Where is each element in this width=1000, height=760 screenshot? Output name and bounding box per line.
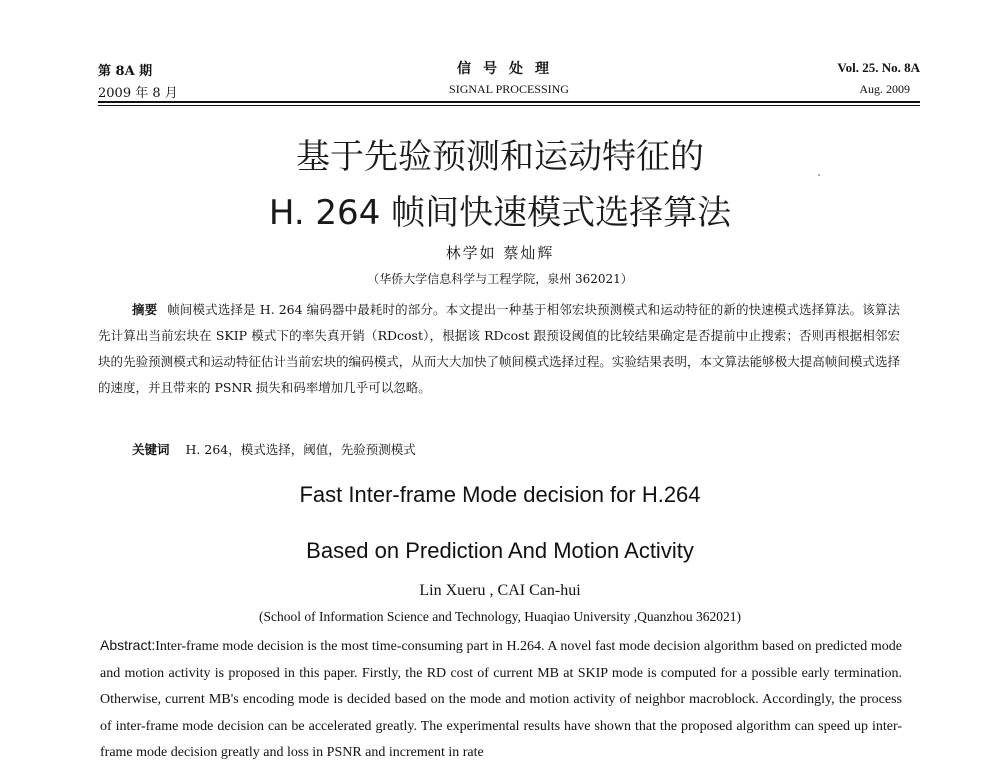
authors-en: Lin Xueru , CAI Can-hui [419,582,581,599]
journal-name-cn: 信号处理 [457,61,561,77]
abstract-en [100,632,902,760]
header-rule-thin [98,105,920,106]
keywords-cn-text: H. 264，模式选择，阈值，先验预测模式 [185,442,416,457]
abstract-cn-text: 帧间模式选择是 H. 264 编码器中最耗时的部分。本文提出一种基于相邻宏块预测模式和运动特征的新的快速模式选择算法。该算法先计算出当前宏块在 SKIP 模式下的率失真开销（RDcost），根据该 RDcost 跟预设阈值的比较结果确定是否提前中止搜索；否则再根据相邻宏块的先验预测模式和运动特征估计当前宏块的编码模式，从而大大加快了帧间模式选择过程。实验结果表明，本文算法能够极大提高帧间模式选择的速度，并且带来的 PSNR 损失和码率增加几乎可以忽略。 [98,302,900,395]
affiliation-en: (School of Information Science and Technology, Huaqiao University ,Quanzhou 362021) [259,609,741,624]
abstract-cn [98,297,900,401]
volume-number: Vol. 25. No. 8A [837,60,920,75]
affiliation-cn: （华侨大学信息科学与工程学院，泉州 362021） [367,272,633,286]
abstract-en-text: Inter-frame mode decision is the most time-consuming part in H.264. A novel fast mode decision algorithm based on predicted mode and motion activity is proposed in this paper. Firstly, the RD cost of current MB at SKIP mode is computed for a possible early termination. Otherwise, current MB's encoding mode is decided based on the mode and motion activity of neighbor macroblock. Accordingly, the process of inter-frame mode decision can be accelerated greatly. The experimental results have shown that the proposed algorithm can speed up inter-frame mode decision greatly and loss in PSNR and increment in rate [100,639,902,760]
issue-number: 第 8A 期 [98,64,153,79]
title-cn-line1: 基于先验预测和运动特征的 [296,137,704,177]
authors-cn: 林学如 蔡灿辉 [445,244,555,262]
issue-date-en: Aug. 2009 [859,82,910,96]
keywords-cn [132,440,416,458]
title-en-line1: Fast Inter-frame Mode decision for H.264 [299,482,701,507]
abstract-en-label: Abstract: [100,637,156,653]
title-cn-line2: H. 264 帧间快速模式选择算法 [268,193,732,233]
abstract-cn-label: 摘要 [132,302,158,317]
keywords-cn-label: 关键词 [132,442,170,457]
issue-date-cn: 2009 年 8 月 [98,86,178,101]
journal-name-en: SIGNAL PROCESSING [449,82,569,96]
running-header [98,58,920,100]
header-rule-thick [98,101,920,103]
title-en-line2: Based on Prediction And Motion Activity [306,538,694,563]
